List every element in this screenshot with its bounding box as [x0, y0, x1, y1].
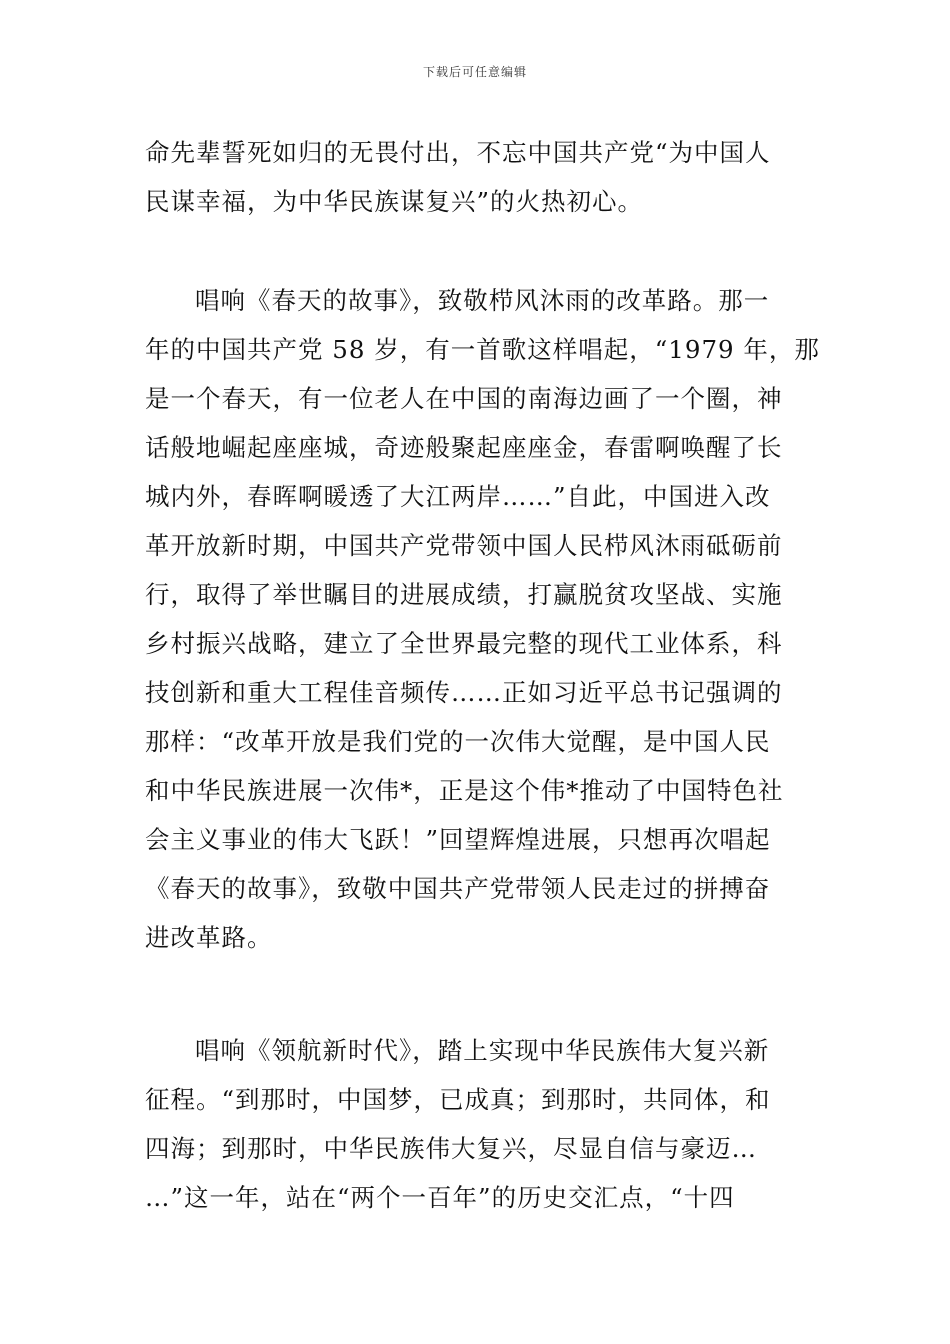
- text-line: 技创新和重大工程佳音频传……正如习近平总书记强调的: [145, 678, 783, 707]
- text-line: 年的中国共产党 58 岁，有一首歌这样唱起，“1979 年，那: [145, 335, 820, 364]
- paragraph-2: [145, 276, 820, 962]
- text-line: 进改革路。: [145, 923, 273, 952]
- page-header: 下载后可任意编辑: [422, 65, 527, 79]
- text-line: 《春天的故事》，致敬中国共产党带领人民走过的拼搏奋: [145, 874, 771, 903]
- text-line: 是一个春天，有一位老人在中国的南海边画了一个圈，神: [145, 384, 783, 413]
- text-line: …”这一年，站在“两个一百年”的历史交汇点，“十四: [145, 1183, 735, 1212]
- text-line: 行，取得了举世瞩目的进展成绩，打赢脱贫攻坚战、实施: [145, 580, 783, 609]
- text-line: 城内外，春晖啊暖透了大江两岸……”自此，中国进入改: [145, 482, 771, 511]
- paragraph-1: [145, 128, 810, 226]
- text-line: 征程。“到那时，中国梦，已成真；到那时，共同体，和: [145, 1085, 771, 1114]
- text-line: 命先辈誓死如归的无畏付出，不忘中国共产党“为中国人: [145, 138, 771, 167]
- text-line: 唱响《领航新时代》，踏上实现中华民族伟大复兴新: [195, 1036, 770, 1065]
- text-line: 民谋幸福，为中华民族谋复兴”的火热初心。: [145, 187, 644, 216]
- text-line: 四海；到那时，中华民族伟大复兴，尽显自信与豪迈…: [145, 1134, 757, 1163]
- text-line: 和中华民族进展一次伟*，正是这个伟*推动了中国特色社: [145, 776, 784, 805]
- text-line: 那样：“改革开放是我们党的一次伟大觉醒，是中国人民: [145, 727, 771, 756]
- text-line: 革开放新时期，中国共产党带领中国人民栉风沐雨砥砺前: [145, 531, 783, 560]
- text-line: 乡村振兴战略，建立了全世界最完整的现代工业体系，科: [145, 629, 783, 658]
- text-line: 会主义事业的伟大飞跃！”回望辉煌进展，只想再次唱起: [145, 825, 771, 854]
- text-line: 话般地崛起座座城，奇迹般聚起座座金，春雷啊唤醒了长: [145, 433, 783, 462]
- text-line: 唱响《春天的故事》，致敬栉风沐雨的改革路。那一: [195, 286, 770, 315]
- paragraph-3: [145, 1026, 810, 1222]
